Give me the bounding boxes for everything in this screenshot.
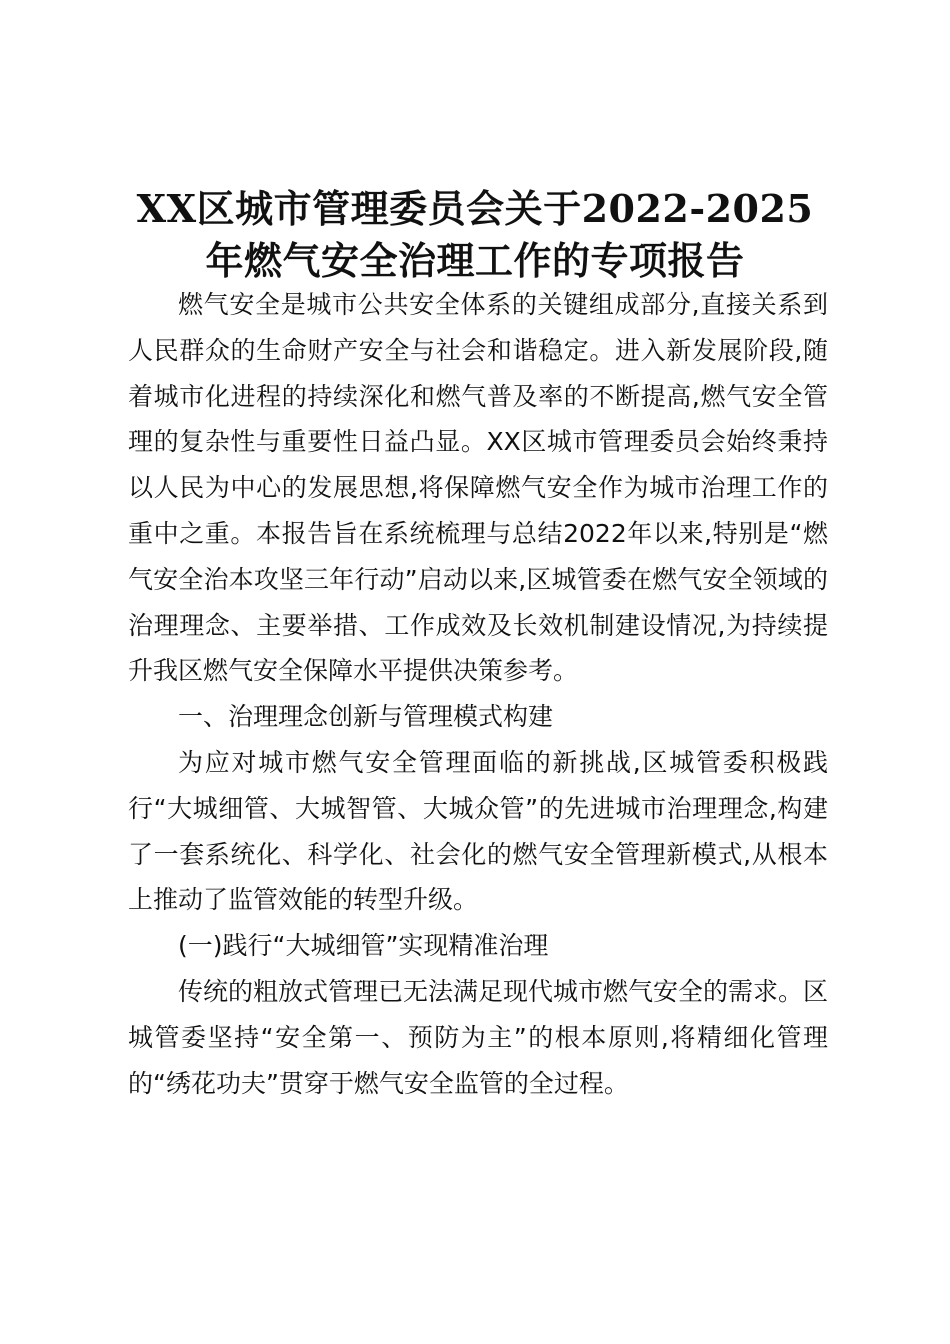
section-1-paragraph: 为应对城市燃气安全管理面临的新挑战,区城管委积极践行“大城细管、大城智管、大城众管”的先进城市治理理念,构建了一套系统化、科学化、社会化的燃气安全管理新模式,从根本上推动了监管效能的转型升级。 xyxy=(128,747,828,915)
report-title-line-2: 年燃气安全治理工作的专项报告 xyxy=(205,238,745,283)
intro-paragraph: 燃气安全是城市公共安全体系的关键组成部分,直接关系到人民群众的生命财产安全与社会和谐稳定。进入新发展阶段,随着城市化进程的持续深化和燃气普及率的不断提高,燃气安全管理的复杂性与重要性日益凸显。XX区城市管理委员会始终秉持以人民为中心的发展思想,将保障燃气安全作为城市治理工作的重中之重。本报告旨在系统梳理与总结2022年以来,特别是“燃气安全治本攻坚三年行动”启动以来,区城管委在燃气安全领域的治理理念、主要举措、工作成效及长效机制建设情况,为持续提升我区燃气安全保障水平提供决策参考。 xyxy=(128,290,828,686)
section-heading-1: 一、治理理念创新与管理模式构建 xyxy=(178,702,554,732)
report-body xyxy=(128,282,828,1106)
subsection-heading-1: (一)践行“大城细管”实现精准治理 xyxy=(178,931,549,961)
subsection-1-paragraph: 传统的粗放式管理已无法满足现代城市燃气安全的需求。区城管委坚持“安全第一、预防为主”的根本原则,将精细化管理的“绣花功夫”贯穿于燃气安全监管的全过程。 xyxy=(128,976,829,1098)
report-title xyxy=(100,183,850,287)
report-title-line-1: XX区城市管理委员会关于2022-2025 xyxy=(136,186,814,231)
